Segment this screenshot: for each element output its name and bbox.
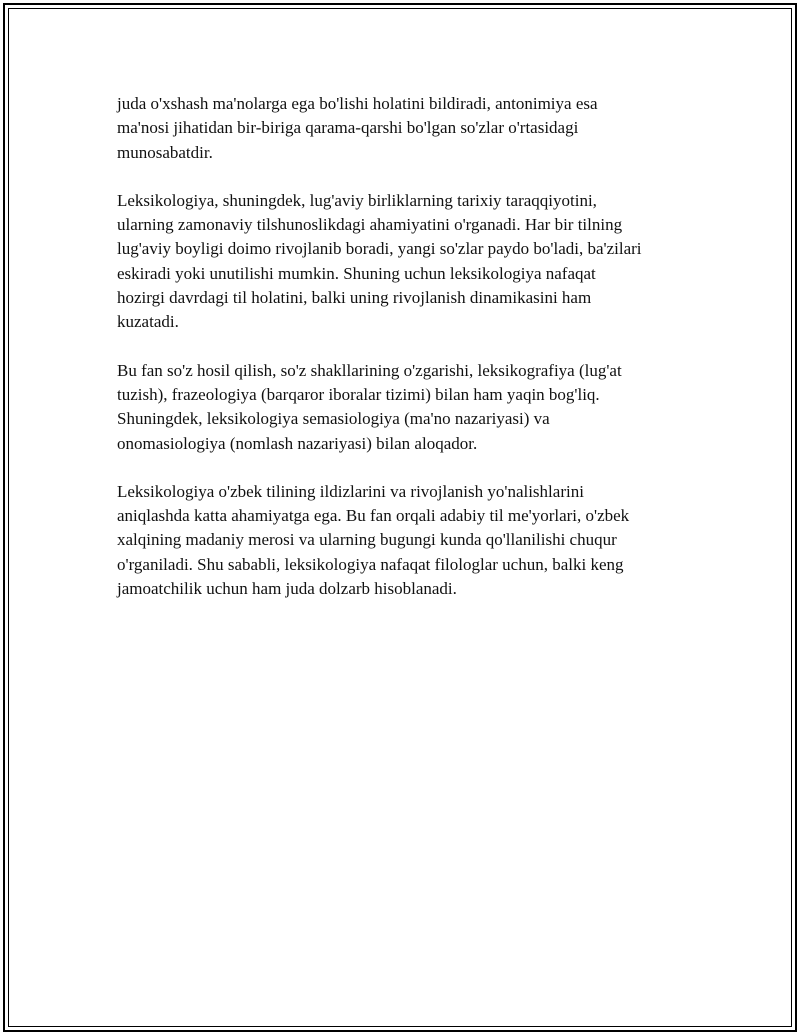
paragraph [117,189,697,335]
text-line: munosabatdir. [117,142,213,162]
text-line: Leksikologiya, shuningdek, lug'aviy birliklarning tarixiy taraqqiyotini, [117,190,597,210]
text-line: Shuningdek, leksikologiya semasiologiya (ma'no nazariyasi) va [117,409,550,429]
paragraph [117,359,697,456]
text-line: eskiradi yoki unutilishi mumkin. Shuning uchun leksikologiya nafaqat [117,263,596,283]
text-line: onomasiologiya (nomlash nazariyasi) bilan aloqador. [117,433,478,453]
text-line: Bu fan so'z hosil qilish, so'z shakllarining o'zgarishi, leksikografiya (lug'at [117,360,622,380]
text-line: kuzatadi. [117,312,179,332]
text-line: aniqlashda katta ahamiyatga ega. Bu fan orqali adabiy til me'yorlari, o'zbek [117,506,630,526]
text-line: ularning zamonaviy tilshunoslikdagi ahamiyatini o'rganadi. Har bir tilning [117,215,623,235]
paragraph [117,92,697,165]
text-line: o'rganiladi. Shu sababli, leksikologiya nafaqat filologlar uchun, balki keng [117,554,624,574]
text-line: xalqining madaniy merosi va ularning bugungi kunda qo'llanilishi chuqur [117,530,617,550]
text-line: Leksikologiya o'zbek tilining ildizlarini va rivojlanish yo'nalishlarini [117,481,584,501]
text-line: ma'nosi jihatidan bir-biriga qarama-qarshi bo'lgan so'zlar o'rtasidagi [117,118,579,138]
document-body [117,92,697,625]
paragraph [117,480,697,601]
text-line: hozirgi davrdagi til holatini, balki uning rivojlanish dinamikasini ham [117,288,592,308]
text-line: juda o'xshash ma'nolarga ega bo'lishi holatini bildiradi, antonimiya esa [117,94,598,113]
text-line: jamoatchilik uchun ham juda dolzarb hisoblanadi. [117,579,457,599]
text-line: lug'aviy boyligi doimo rivojlanib boradi, yangi so'zlar paydo bo'ladi, ba'zilari [117,239,642,259]
text-line: tuzish), frazeologiya (barqaror iboralar tizimi) bilan ham yaqin bog'liq. [117,384,600,404]
